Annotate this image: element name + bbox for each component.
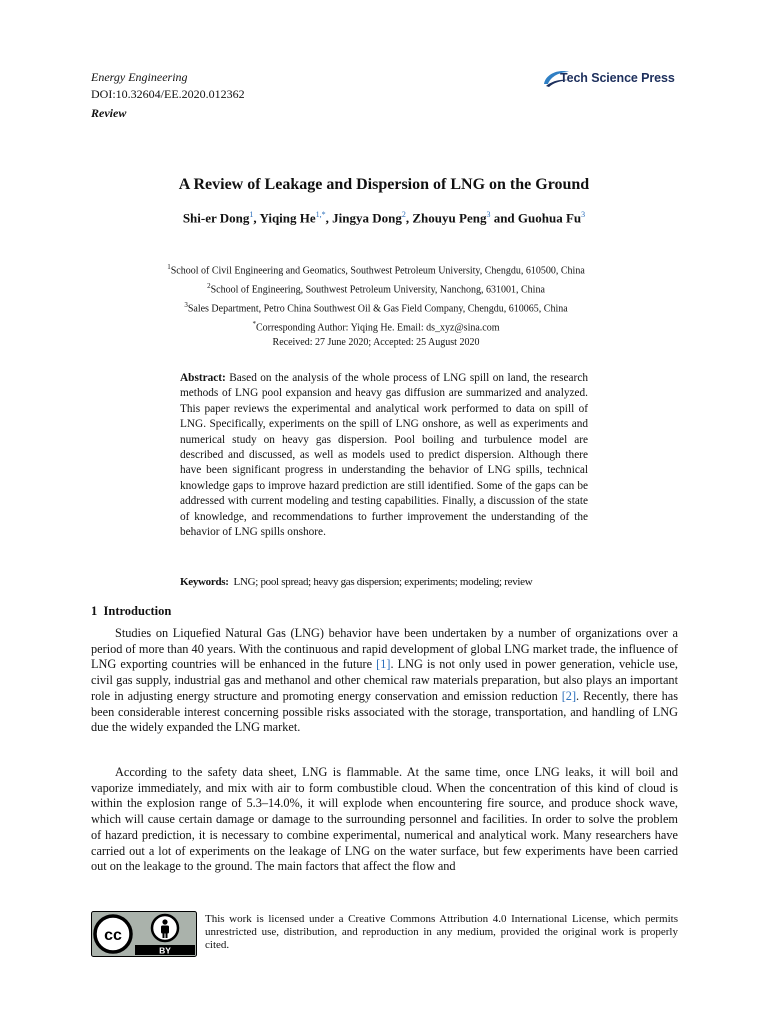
paragraph xyxy=(91,626,678,736)
license-notice: This work is licensed under a Creative Commons Attribution 4.0 International License, which permits unrestricted use, distribution, and reproduction in any medium, provided the original work is properly cited. xyxy=(205,913,678,952)
citation-link[interactable]: [2] xyxy=(561,688,577,703)
affiliation-text: School of Civil Engineering and Geomatics, Southwest Petroleum University, Chengdu, 610500, China xyxy=(170,265,585,277)
author-list xyxy=(0,210,768,226)
abstract-label: Abstract: xyxy=(180,372,226,384)
author-affil-sup: 1 xyxy=(249,210,254,219)
section-heading xyxy=(91,604,171,619)
citation-link[interactable]: [1] xyxy=(376,657,391,672)
section-title: Introduction xyxy=(103,604,172,618)
affiliation-line xyxy=(0,279,752,298)
paragraph-text: . LNG is not only used in power generation, vehicle use, civil gas supply, industrial gas and methanol and other chemical raw materials preparation, but also plays an important role in adjusting energy structure and promoting energy conservation and emission reduction xyxy=(91,657,678,703)
keywords xyxy=(180,576,600,588)
paragraph: According to the safety data sheet, LNG is flammable. At the same time, once LNG leaks, it will boil and vaporize immediately, and mix with air to form combustible cloud. When the concentration of this kind of cloud is within the explosion range of 5.3–14.0%, it will explode when encountering fire source, and produce shock wave, which will cause certain damage or damage to the surrounding personnel and facilities. In order to solve the problem of hazard prediction, it is necessary to combine experimental, numerical and analytical work. Many researchers have carried out a lot of experiments on the leakage of LNG on the water surface, but few experiments have been carried out on the leakage to the ground. The main factors that affect the flow and xyxy=(91,765,678,874)
author-affil-sup: 3 xyxy=(486,210,491,219)
corresponding-author xyxy=(0,317,752,336)
paper-title: A Review of Leakage and Dispersion of LNG on the Ground xyxy=(178,176,590,193)
publisher-name: Tech Science Press xyxy=(560,71,675,85)
author-name: Zhouyu Peng xyxy=(412,210,487,226)
author-name: Yiqing He xyxy=(259,210,316,226)
abstract xyxy=(180,371,588,540)
author-separator: , xyxy=(405,210,413,226)
affiliation-text: Corresponding Author: Yiqing He. Email: ds_xyz@sina.com xyxy=(255,322,500,334)
author-separator: and xyxy=(490,210,518,226)
publisher-logo xyxy=(540,67,675,89)
author-name: Shi-er Dong xyxy=(182,210,250,226)
svg-text:cc: cc xyxy=(104,927,122,944)
author-name: Jingya Dong xyxy=(332,210,402,226)
abstract-text: Based on the analysis of the whole process of LNG spill on land, the research methods of LNG pool expansion and heavy gas diffusion are summarized and analyzed. This paper reviews the experimental and analytical work performed to data on spill of LNG. Specifically, experiments on the spill of LNG onshore, as well as experiments and numerical study on heavy gas dispersion. Pool boiling and turbulence model are described and discussed, as well as models used to predict dispersion. Although there have been significant progress in understanding the behavior of LNG spills, technical knowledge gaps to improve hazard prediction are still identified. Some of the gaps can be addressed with current modeling and testing capabilities. Finally, a discussion of the state of knowledge, and recommendations to further improvement the understanding of the behavior of LNG spills onshore. xyxy=(180,372,588,539)
cc-by-license-badge[interactable] xyxy=(91,911,197,957)
affiliation-sup: * xyxy=(252,319,256,328)
affiliation-text: School of Engineering, Southwest Petroleum University, Nanchong, 631001, China xyxy=(210,284,545,296)
intro-paragraph-1 xyxy=(91,626,678,736)
affiliations xyxy=(0,260,752,350)
author-separator: , xyxy=(325,210,333,226)
keywords-text: LNG; pool spread; heavy gas dispersion; experiments; modeling; review xyxy=(233,576,533,588)
received-dates: Received: 27 June 2020; Accepted: 25 August 2020 xyxy=(272,336,480,348)
author-affil-sup: 3 xyxy=(581,210,586,219)
author-separator: , xyxy=(253,210,260,226)
paragraph-text: Studies on Liquefied Natural Gas (LNG) behavior have been undertaken by a number of organizations over a period of more than 40 years. With the continuous and rapid development of global LNG market trade, the influence of LNG exporting countries will be enhanced in the future xyxy=(91,626,678,672)
doi: DOI:10.32604/EE.2020.012362 xyxy=(91,87,245,101)
keywords-label: Keywords: xyxy=(180,576,229,588)
journal-name: Energy Engineering xyxy=(91,70,188,84)
affiliation-line xyxy=(0,298,752,317)
affiliation-line xyxy=(0,260,752,279)
affiliation-text: Sales Department, Petro China Southwest Oil & Gas Field Company, Chengdu, 610065, China xyxy=(187,303,568,315)
affiliation-sup: 2 xyxy=(207,281,211,290)
section-number: 1 xyxy=(91,604,98,618)
author-affil-sup: 1,* xyxy=(315,210,326,219)
license-badge-label: BY xyxy=(159,945,171,956)
paragraph-text: . Recently, there has been considerable interest concerning possible risks associated with the storage, transportation, and handling of LNG due the widely expanded the LNG market. xyxy=(91,688,678,735)
article-type: Review xyxy=(91,106,127,120)
author-affil-sup: 2 xyxy=(401,210,406,219)
author-name: Guohua Fu xyxy=(517,210,582,226)
affiliation-sup: 1 xyxy=(167,263,171,271)
affiliation-sup: 3 xyxy=(184,300,188,309)
intro-paragraph-2 xyxy=(91,765,678,875)
